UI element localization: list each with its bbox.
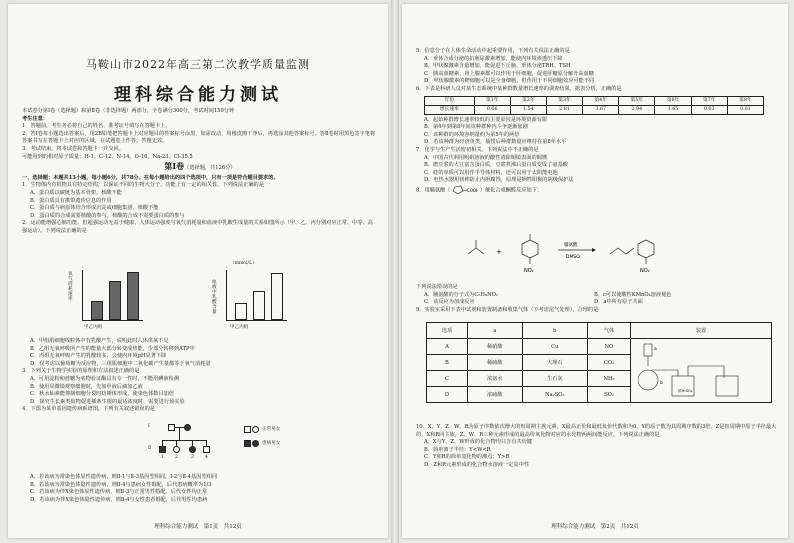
- growth-rate-table: [424, 96, 764, 115]
- chart2-bar-丙: [271, 273, 283, 320]
- q7-option-b: B．磨豆浆的大豆富含蛋白质，豆浆煮沸后蛋白质变成了氨基酸: [424, 162, 568, 169]
- chart2-bar-乙: [253, 291, 265, 321]
- pedigree-num-2: 2: [175, 455, 178, 460]
- q2-figure: [68, 261, 328, 336]
- label-b: b: [660, 381, 663, 386]
- gas-cell-3-0: D: [427, 387, 468, 403]
- question-9: 9．实验室采用下表中试剂和装置制备和收集气体（不考虑尾气处理），合理的是: [416, 306, 599, 313]
- q8-option-c: C．该反应为加成反应: [424, 299, 475, 306]
- exam-page-2: [402, 4, 788, 538]
- page-1-footer: 理科综合能力测试 第1页 共12页: [154, 524, 242, 530]
- q3-option-c: C．秋水仙素能抑制细胞分裂时纺锤体形成，使染色体数目加倍: [30, 391, 175, 398]
- q6-option-a: A．起始种群增长速率较低的主要原因是环境资源有限: [424, 116, 548, 123]
- notice-2: 2．答Ⅰ卷每小题选出答案后，用2B铅笔把答题卡上对应题目的答案标号涂黑，如需改动，用橡皮擦干净后，再选涂其他答案标号。答Ⅱ卷时用黑色签字笔将答案书写在答题卡上对应的区域，在试题卷上作答，答题无效。: [22, 130, 376, 145]
- gas-cell-1-2: 大理石: [522, 355, 587, 371]
- q8-text-a: 8．用脯氨酸（: [416, 187, 451, 194]
- delivery-tube-1: [652, 370, 678, 376]
- question-7: 7．化学与生产生活密切相关。下列说法中不正确的是: [416, 146, 539, 153]
- chart2-bar-甲: [235, 303, 247, 320]
- exam-page-1: [8, 4, 388, 538]
- q10-option-d: D．Z和R元素形成的化合物水溶液一定显中性: [424, 461, 530, 468]
- q8-option-b: B．c可以使酸性KMnO₄溶液褪色: [594, 291, 672, 298]
- gas-header-cell-2: b: [522, 323, 587, 339]
- q6-option-d: D．若该种群为经济鱼类，捕捞后种群数量应维持在第8年水平: [424, 139, 567, 146]
- q10-option-b: B．简单离子半径：Y<W<R: [424, 446, 491, 453]
- growth-header-cell-7: 第7年: [691, 96, 727, 105]
- notice-3: 3．考试结束，将本试卷和答题卡一并交回。: [22, 145, 124, 152]
- question-4: 4．下图为某单基因遗传病系谱图，下列有关叙述错误的是: [22, 406, 155, 413]
- q3-option-d: D．探究生长素类似物促进插条生根的最适浓度时，需要进行预实验: [30, 398, 185, 405]
- chart2-ylabel: 血液中乳酸含量: [212, 280, 217, 315]
- legend-normal-female: [252, 426, 259, 433]
- label-acid: 浓H₂SO₄: [678, 389, 693, 393]
- growth-header-cell-2: 第2年: [510, 96, 546, 105]
- question-5: 5．信息分子在人体生命活动中起重要作用，下列有关说法正确的是: [416, 48, 570, 54]
- plus-sign: +: [496, 248, 502, 256]
- chart1-bar-丙: [127, 272, 139, 320]
- chart1-xlabel: 甲乙丙组: [84, 325, 103, 330]
- q8-options-row-2: [416, 299, 778, 307]
- gas-cell-0-2: Cu: [522, 339, 587, 355]
- growth-header-cell-4: 第4年: [583, 96, 619, 105]
- gas-cell-1-1: 稀硫酸: [467, 355, 522, 371]
- collection-bottle: [716, 376, 738, 396]
- legend-affected-female: [252, 440, 259, 447]
- book-gutter: [391, 0, 399, 543]
- acetone-molecule: [468, 248, 484, 254]
- q4-option-a: A．若该病为常染色体显性遗传病，则Ⅱ-1与Ⅱ-3基因型相同，Ⅰ-2与Ⅱ-4基因型相同: [30, 474, 218, 480]
- proline-label: COOH: [467, 187, 479, 193]
- proline-structure: [452, 185, 478, 195]
- gas-cell-0-0: A: [427, 339, 468, 355]
- q8-option-d: D．a中所有原子共面: [594, 299, 643, 306]
- gas-header-cell-1: a: [467, 323, 522, 339]
- q1-option-a: A．蛋白质以碳链为基本骨架，核酸不能: [30, 189, 122, 196]
- growth-value-cell-0: 增长速率: [425, 105, 475, 114]
- pedigree-child-1: [159, 446, 166, 453]
- growth-value-cell-5: 2.94: [619, 105, 655, 114]
- growth-header-cell-1: 第1年: [474, 96, 510, 105]
- gas-header-cell-0: 选项: [427, 323, 468, 339]
- growth-value-cell-8: 0.01: [727, 105, 763, 114]
- pedigree-sibship-line: [162, 440, 206, 441]
- q8-text-b: ）催化合成酮醛反应如下：: [479, 187, 543, 194]
- section-heading: [22, 163, 378, 173]
- gas-cell-0-3: NO: [588, 339, 631, 355]
- q5-option-c: C．胰高血糖素、肾上腺素都可以作用于肝细胞，促进肝糖原分解升高血糖: [424, 70, 594, 77]
- chart1-axes: [82, 270, 143, 321]
- gas-cell-2-0: C: [427, 371, 468, 387]
- gas-cell-1-0: B: [427, 355, 468, 371]
- label-a: a: [654, 347, 657, 352]
- section-note: （选择题，共126分）: [184, 165, 236, 172]
- pedigree-gen-1: Ⅰ: [148, 424, 150, 429]
- question-8: [416, 185, 778, 195]
- pedigree-child-2: [173, 446, 180, 453]
- q8-option-a: A．脯氨酸的分子式为C₅H₉NO₂: [424, 291, 498, 298]
- q2-option-a: A．甲组肌细胞线粒体中有乳酸产生，说明此时人体供氧不足: [30, 338, 169, 344]
- gas-cell-0-1: 稀硝酸: [467, 339, 522, 355]
- q2-option-c: C．丙组无氧呼吸产生的乳酸较多，会使内环境pH显著下降: [30, 353, 167, 360]
- subject-title: 理科综合能力测试: [114, 85, 282, 105]
- growth-header-cell-5: 第5年: [619, 96, 655, 105]
- exam-title: 马鞍山市2022年高三第二次教学质量监测: [86, 58, 310, 71]
- growth-table-header: [425, 96, 764, 105]
- gas-cell-3-1: 浓硫酸: [467, 387, 522, 403]
- pedigree-child-3: [189, 446, 196, 453]
- gas-header-cell-4: 装置: [631, 323, 772, 339]
- section-title: 第Ⅰ卷: [164, 161, 185, 172]
- gas-cell-2-2: 生石灰: [522, 371, 587, 387]
- legend-normal-label: 正常男女: [262, 427, 281, 432]
- q6-option-c: C．该种群的环境容纳量约为第5年的两倍: [424, 131, 520, 138]
- growth-header-cell-0: 年份: [425, 96, 475, 105]
- question-2: 2．运动能增强心肺功能。但超强运动无益于健康，人体运动强度与氧气消耗量和血液中乳酸生成量的关系如图所示（甲、乙、丙分别对应正常、中等、高强运动）。下列说法正确的是: [22, 220, 373, 234]
- q3-option-b: B．使用显微镜观察细胞时，先加甲液后滴加乙液: [30, 383, 143, 390]
- q4-option-d: D．若该病为伴X染色体隐性遗传病，则Ⅱ-4与女性患者婚配，后代男性均患病: [30, 496, 208, 503]
- q8-options-block: [416, 284, 778, 314]
- notice-1: 1．答题前，考生务必将自己的姓名、准考证号填写在答题卡上。: [22, 123, 171, 130]
- legend-affected-male: [244, 440, 251, 447]
- q4-option-b: B．若该病为常染色体隐性遗传病，则Ⅱ-4与患病女性婚配，后代患病概率为1/3: [30, 481, 212, 488]
- growth-value-cell-7: 0.03: [691, 105, 727, 114]
- q2-options: [22, 338, 378, 414]
- gas-cell-3-3: SO₂: [588, 387, 631, 403]
- mcq-heading: 一、选择题：本题共13小题，每小题6分，共78分。在每小题给出的四个选项中，只有一项是符合题目要求的。: [22, 174, 279, 181]
- q2-option-b: B．乙组无氧呼吸所产生的能量大部分转变成热能，少部分转移到ATP中: [30, 345, 195, 352]
- reaction-scheme: [462, 232, 742, 282]
- pedigree-descent-line: [179, 427, 180, 440]
- q1-option-d: D．蛋白质的合成需要核酸的参与，核酸的合成不需要蛋白质的参与: [30, 212, 185, 219]
- q4-options: [22, 474, 378, 504]
- flask: [638, 370, 658, 390]
- q4-option-c: C．若该病为伴X染色体显性遗传病，则Ⅱ-3与正常男性婚配，后代女性均正常: [30, 489, 208, 496]
- pedigree-num-3: 3: [191, 455, 194, 460]
- q7-option-d: D．电热水器用镁棒防止内胆腐蚀，原理是牺牲阳极的阴极保护法: [424, 177, 574, 184]
- question-3: 3．下列关于生物学实验的原理和方法叙述正确的是: [22, 368, 140, 375]
- q7-option-c: C．硅的单质可以用作半导体材料，还可以用于太阳能电池: [424, 169, 558, 176]
- pedigree-num-4: 4: [205, 455, 208, 460]
- q8-lead: 下列说法错误的是: [416, 284, 458, 290]
- chart1-bar-甲: [91, 301, 103, 321]
- gas-cell-2-3: NH₃: [588, 371, 631, 387]
- q6-option-b: B．第4年到第8年间该种群种内斗争逐渐加剧: [424, 124, 528, 131]
- product-nitro-label: NO₂: [640, 268, 650, 274]
- atomic-mass: 可能用到的相对原子质量：H-1、C-12、N-14、O-16、Na-23、Cl-35.5: [22, 153, 193, 160]
- chart2-xlabel: 甲乙丙组: [230, 325, 249, 330]
- apparatus-drawing: [638, 340, 768, 398]
- question-10: 10．X、Y、Z、W、R为原子序数依次增大的短周期主族元素，X最高正价和最低负价代数和为0，Y的原子数为其周期序数的3倍，Z是短周期中原子半径最大的，X和R同主族，Z、W、R三种元素形成的最高价氧化物对应的水化物两两间能反应。下列说法正确的是: [416, 424, 777, 438]
- growth-header-cell-8: 第8年: [727, 96, 763, 105]
- gas-cell-1-3: CO₂: [588, 355, 631, 371]
- product-chain: [610, 248, 634, 254]
- gas-header-cell-3: 气体: [588, 323, 631, 339]
- notice-heading: 考生注意：: [22, 115, 48, 122]
- solvent-label: DMSO: [566, 255, 580, 260]
- q3-option-a: A．可用淀粉和蔗糖为底物验证酶具有专一性时，不能用碘液检测: [30, 375, 179, 382]
- gas-cell-3-2: Na₂SO₃: [522, 387, 587, 403]
- growth-value-cell-2: 1.54: [510, 105, 546, 114]
- pedigree-chart: [148, 422, 298, 470]
- growth-value-cell-1: 0.66: [474, 105, 510, 114]
- growth-value-cell-6: 1.65: [655, 105, 691, 114]
- reactant-nitro-label: NO₂: [524, 268, 534, 274]
- chart2-unit: （mmol/L）: [230, 261, 257, 266]
- q1-option-b: B．蛋白质具有携带遗传信息的作用: [30, 197, 112, 204]
- q5-option-b: B．甲状腺激素含量增加，能促进下丘脑、垂体分泌TRH、TSH: [424, 63, 571, 70]
- question-6: 6．下表是科研人员对某生态系统中某种群数量增长速率的调查结果，据表分析，正确的是: [416, 85, 622, 92]
- pedigree-gen-2: Ⅱ: [148, 446, 152, 451]
- gas-table-header: [427, 323, 772, 339]
- q5-option-a: A．垂体合成分泌的抗利尿激素增加，能使内环境渗透压下降: [424, 55, 563, 62]
- wash-bottle: [672, 376, 694, 396]
- growth-value-cell-3: 2.81: [546, 105, 582, 114]
- growth-value-cell-4: 3.67: [583, 105, 619, 114]
- pedigree-female-affected: [184, 424, 191, 431]
- q10-option-a: A．X与Y、Z、W形成的化合物均只含有共价键: [424, 439, 532, 446]
- q10-block: [416, 424, 778, 470]
- reaction-arrowhead: [592, 248, 596, 252]
- chart2-axes: [226, 270, 287, 321]
- reactant-benzene-ring: [522, 240, 538, 258]
- q10-option-c: C．Y和R的简单氢化物的沸点：Y>R: [424, 454, 510, 461]
- q5-q6-block: [416, 48, 778, 195]
- question-1: 1．生物体内有机物具有特定结构，以保证不同的生物大分子，功能上有一定的相关性。下列说法正确的是: [22, 182, 264, 189]
- growth-header-cell-6: 第6年: [655, 96, 691, 105]
- intro-text: 本试卷分第Ⅰ卷（选择题）和第Ⅱ卷（非选择题）两部分，全卷满分300分，考试时间150分钟: [22, 108, 235, 114]
- q1-option-c: C．蛋白质与病原体结合形成沉淀或细胞集团，核酸不能: [30, 205, 159, 212]
- gas-cell-2-1: 浓氨水: [467, 371, 522, 387]
- pedigree-num-1: 1: [161, 455, 164, 460]
- chart1-bar-乙: [109, 281, 121, 321]
- catalyst-label: 脯氨酸: [564, 243, 578, 248]
- growth-table-row: [425, 105, 764, 114]
- q2-option-d: D．仅考虑以葡萄糖为反应物，三组肌细胞中二氧化碳产生量都等于氧气消耗量: [30, 360, 211, 367]
- page-2-footer: 理科综合能力测试 第2页 共12页: [551, 524, 639, 530]
- legend-affected-label: 患病男女: [262, 441, 281, 446]
- intro-block: [22, 108, 378, 236]
- funnel: [644, 344, 652, 356]
- product-benzene-ring: [638, 240, 654, 258]
- chart1-ylabel: 氧气消耗速率: [68, 272, 73, 302]
- q5-option-d: D．甲状腺激素的靶细胞可以是全身细胞，但作用于不同细胞效应可能不同: [424, 78, 595, 85]
- pedigree-child-4: [203, 446, 210, 453]
- growth-header-cell-3: 第3年: [546, 96, 582, 105]
- q7-option-a: A．中国古代利用明矾溶液的酸性清除铜镜表面的铜锈: [424, 154, 548, 161]
- legend-normal-male: [244, 426, 251, 433]
